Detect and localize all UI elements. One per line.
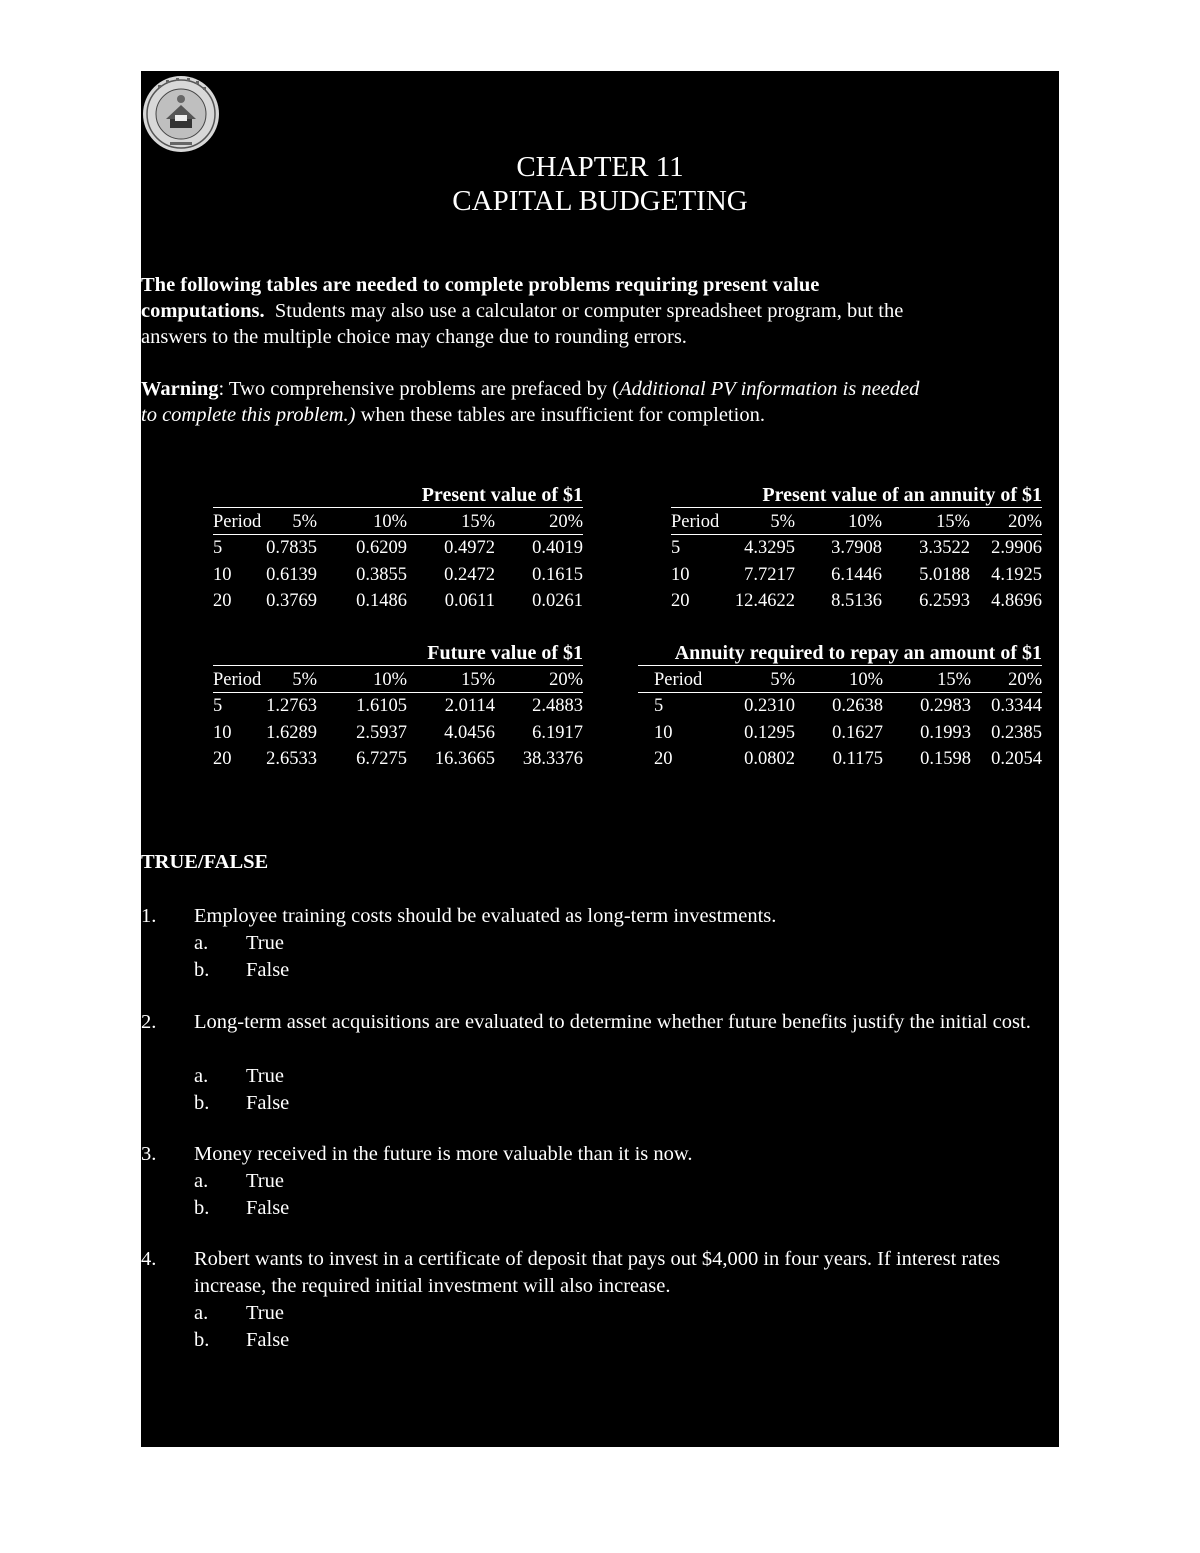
value-cell: 0.3855 bbox=[356, 564, 407, 585]
question-1: 1. Employee training costs should be evaluated as long-term investments. a. True b. False bbox=[141, 903, 1051, 987]
period-cell: Period bbox=[213, 670, 262, 690]
period-cell: 20 bbox=[213, 749, 232, 769]
table-title: Annuity required to repay an amount of $1 bbox=[638, 641, 1042, 666]
question-number: 4. bbox=[141, 1248, 157, 1270]
value-cell: 6.7275 bbox=[356, 749, 407, 769]
warning-italic-2: to complete this problem.) bbox=[141, 404, 356, 426]
period-cell: 10 bbox=[213, 564, 232, 585]
value-cell: 6.1917 bbox=[532, 722, 583, 743]
value-cell: 20% bbox=[549, 512, 583, 532]
value-cell: 5% bbox=[770, 670, 795, 690]
value-cell: 4.0456 bbox=[444, 722, 495, 743]
value-cell: 16.3665 bbox=[434, 749, 495, 769]
table-title: Future value of $1 bbox=[213, 641, 583, 666]
value-cell: 10% bbox=[848, 512, 882, 532]
table-row bbox=[213, 720, 583, 746]
value-cell: 0.4019 bbox=[532, 538, 583, 558]
period-cell: Period bbox=[213, 512, 262, 532]
value-cell: 12.4622 bbox=[734, 591, 795, 611]
warning-paragraph bbox=[141, 376, 1051, 428]
value-cell: 2.0114 bbox=[444, 696, 495, 716]
table-present-value bbox=[213, 483, 583, 613]
value-cell: 0.2638 bbox=[832, 696, 883, 716]
table-row bbox=[213, 535, 583, 561]
value-cell: 0.1598 bbox=[920, 749, 971, 769]
value-cell: 0.3769 bbox=[266, 591, 317, 611]
question-number: 2. bbox=[141, 1011, 157, 1033]
period-cell: 5 bbox=[213, 696, 223, 716]
question-stem: Robert wants to invest in a certificate of deposit that pays out $4,000 in four years. If interest rates increase, the required initial investment will also increase. bbox=[194, 1248, 1001, 1297]
value-cell: 20% bbox=[1008, 512, 1042, 532]
table-row bbox=[638, 746, 1042, 772]
value-cell: 5.0188 bbox=[919, 564, 970, 585]
question-number: 3. bbox=[141, 1143, 157, 1165]
value-cell: 0.1486 bbox=[356, 591, 407, 611]
value-cell: 10% bbox=[849, 670, 883, 690]
table-annuity-repay bbox=[638, 641, 1042, 771]
table-row bbox=[671, 588, 1042, 614]
value-cell: 4.1925 bbox=[991, 564, 1042, 585]
table-row bbox=[213, 562, 583, 588]
intro-rest-line1: Students may also use a calculator or computer spreadsheet program, but the bbox=[274, 300, 904, 322]
intro-paragraph bbox=[141, 272, 1051, 350]
period-cell: 20 bbox=[654, 749, 673, 769]
intro-bold-line2: computations. bbox=[141, 300, 265, 322]
question-stem: Money received in the future is more valuable than it is now. bbox=[194, 1143, 693, 1165]
value-cell: 0.1175 bbox=[832, 749, 883, 769]
document-page bbox=[141, 71, 1059, 1447]
period-cell: 10 bbox=[671, 564, 690, 585]
value-cell: 0.1627 bbox=[832, 722, 883, 743]
question-2: 2. Long-term asset acquisitions are evaluated to determine whether future benefits justify the initial cost. a. True b. False bbox=[141, 1009, 1051, 1119]
table-header-row bbox=[638, 668, 1042, 693]
value-cell: 7.7217 bbox=[744, 564, 795, 585]
period-cell: 5 bbox=[671, 538, 681, 558]
period-cell: 10 bbox=[213, 722, 232, 743]
value-cell: 10% bbox=[373, 670, 407, 690]
period-cell: 5 bbox=[213, 538, 223, 558]
value-cell: 0.2054 bbox=[991, 749, 1042, 769]
intro-bold-line1: The following tables are needed to complete problems requiring present value bbox=[141, 274, 820, 296]
section-heading: TRUE/FALSE bbox=[141, 851, 269, 873]
table-row bbox=[213, 746, 583, 772]
value-cell: 2.4883 bbox=[532, 696, 583, 716]
value-cell: 10% bbox=[373, 512, 407, 532]
value-cell: 0.0261 bbox=[532, 591, 583, 611]
value-cell: 15% bbox=[936, 512, 970, 532]
table-title: Present value of $1 bbox=[213, 483, 583, 508]
value-cell: 8.5136 bbox=[831, 591, 882, 611]
table-header-row bbox=[671, 510, 1042, 535]
value-cell: 3.7908 bbox=[831, 538, 882, 558]
table-row bbox=[213, 693, 583, 719]
table-row bbox=[671, 535, 1042, 561]
chapter-title: CAPITAL BUDGETING bbox=[452, 185, 748, 217]
value-cell: 0.6139 bbox=[266, 564, 317, 585]
value-cell: 38.3376 bbox=[522, 749, 583, 769]
value-cell: 15% bbox=[461, 670, 495, 690]
value-cell: 1.6105 bbox=[356, 696, 407, 716]
value-cell: 3.3522 bbox=[919, 538, 970, 558]
value-cell: 0.3344 bbox=[991, 696, 1042, 716]
value-cell: 0.1993 bbox=[920, 722, 971, 743]
warning-text-2: when these tables are insufficient for completion. bbox=[355, 404, 765, 426]
period-cell: 20 bbox=[671, 591, 690, 611]
warning-italic-1: Additional PV information is needed bbox=[619, 378, 920, 400]
university-seal-icon bbox=[142, 75, 220, 153]
table-row bbox=[671, 562, 1042, 588]
period-cell: 10 bbox=[654, 722, 673, 743]
value-cell: 0.0611 bbox=[444, 591, 495, 611]
chapter-number: CHAPTER 11 bbox=[516, 151, 684, 183]
value-cell: 0.2472 bbox=[444, 564, 495, 585]
value-cell: 5% bbox=[292, 512, 317, 532]
value-cell: 2.9906 bbox=[991, 538, 1042, 558]
value-cell: 0.7835 bbox=[266, 538, 317, 558]
question-stem: Long-term asset acquisitions are evaluated to determine whether future benefits justify the initial cost. bbox=[194, 1011, 1031, 1033]
value-cell: 0.1615 bbox=[532, 564, 583, 585]
value-cell: 0.2385 bbox=[991, 722, 1042, 743]
value-cell: 15% bbox=[937, 670, 971, 690]
period-cell: Period bbox=[654, 670, 703, 690]
value-cell: 0.6209 bbox=[356, 538, 407, 558]
table-header-row bbox=[213, 510, 583, 535]
value-cell: 4.8696 bbox=[991, 591, 1042, 611]
period-cell: Period bbox=[671, 512, 720, 532]
value-cell: 15% bbox=[461, 512, 495, 532]
value-cell: 5% bbox=[770, 512, 795, 532]
value-cell: 2.6533 bbox=[266, 749, 317, 769]
value-cell: 1.6289 bbox=[266, 722, 317, 743]
value-cell: 0.2310 bbox=[744, 696, 795, 716]
period-cell: 20 bbox=[213, 591, 232, 611]
value-cell: 5% bbox=[292, 670, 317, 690]
warning-text-1: : Two comprehensive problems are prefaced by ( bbox=[218, 378, 620, 400]
value-cell: 0.1295 bbox=[744, 722, 795, 743]
value-cell: 0.4972 bbox=[444, 538, 495, 558]
value-cell: 6.2593 bbox=[919, 591, 970, 611]
table-pv-annuity bbox=[671, 483, 1042, 613]
value-cell: 20% bbox=[1008, 670, 1042, 690]
value-cell: 6.1446 bbox=[831, 564, 882, 585]
table-header-row bbox=[213, 668, 583, 693]
table-future-value bbox=[213, 641, 583, 771]
value-cell: 0.0802 bbox=[744, 749, 795, 769]
value-cell: 4.3295 bbox=[744, 538, 795, 558]
question-stem: Employee training costs should be evaluated as long-term investments. bbox=[194, 905, 777, 927]
question-number: 1. bbox=[141, 905, 157, 927]
value-cell: 1.2763 bbox=[266, 696, 317, 716]
value-cell: 20% bbox=[549, 670, 583, 690]
table-row bbox=[213, 588, 583, 614]
period-cell: 5 bbox=[654, 696, 664, 716]
table-row bbox=[638, 720, 1042, 746]
value-cell: 2.5937 bbox=[356, 722, 407, 743]
value-cell: 0.2983 bbox=[920, 696, 971, 716]
table-title: Present value of an annuity of $1 bbox=[671, 483, 1042, 508]
question-4: 4. Robert wants to invest in a certificate of deposit that pays out $4,000 in four years. If interest rates increase, the required initial investment will also increase. a. True b. False bbox=[141, 1246, 1051, 1356]
intro-rest-line2: answers to the multiple choice may change due to rounding errors. bbox=[141, 326, 687, 348]
table-row bbox=[638, 693, 1042, 719]
warning-label: Warning bbox=[141, 378, 219, 400]
question-3: 3. Money received in the future is more valuable than it is now. a. True b. False bbox=[141, 1141, 1051, 1225]
